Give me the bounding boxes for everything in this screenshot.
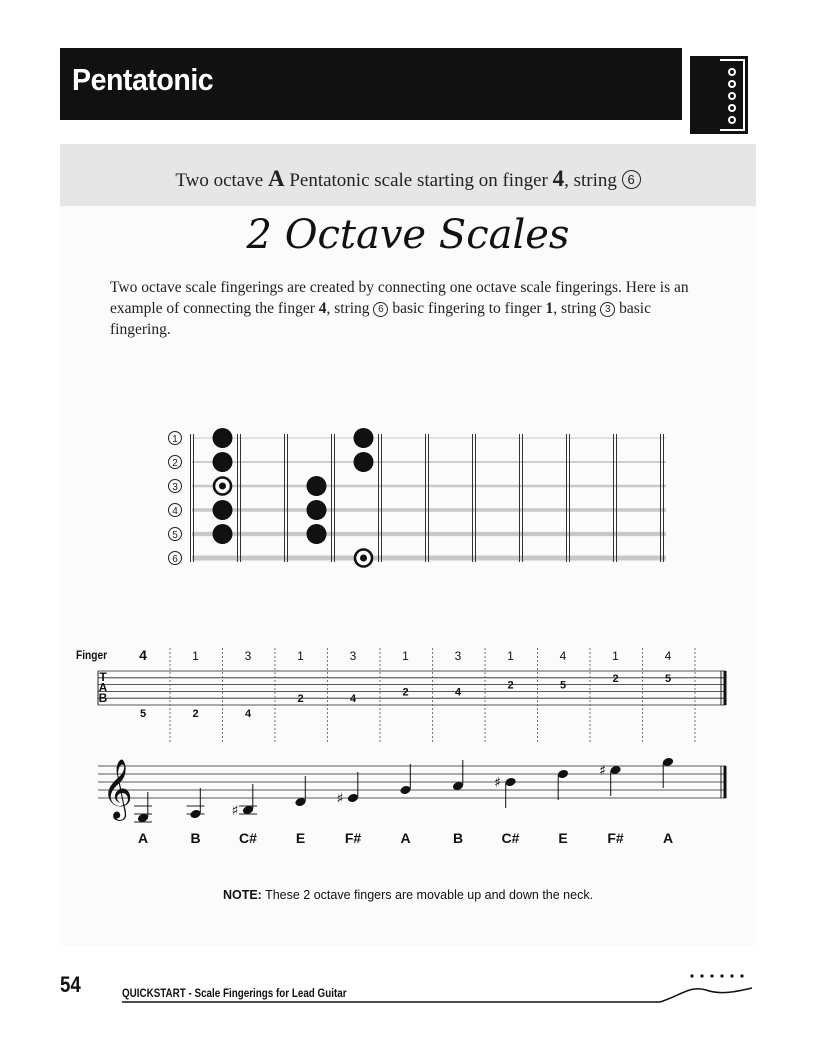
finger-number: 4: [139, 647, 147, 663]
scale-subtitle: Two octave A Pentatonic scale starting on finger 4, string 6: [60, 166, 756, 192]
movable-note: NOTE: These 2 octave fingers are movable up and down the neck.: [222, 888, 594, 902]
note-name-label: F#: [344, 830, 362, 846]
string-number-label: 4: [172, 506, 178, 517]
note-name-label: F#: [607, 830, 624, 846]
tab-clef-letter: B: [98, 691, 108, 705]
string-number-label: 3: [172, 482, 178, 493]
string-number-badge: 6: [373, 302, 388, 317]
sharp-icon: ♯: [599, 763, 606, 779]
finger-number: 1: [402, 649, 409, 663]
tab-fret-number: 2: [297, 693, 304, 706]
page-title: Pentatonic: [72, 62, 214, 97]
tab-fret-number: 4: [349, 693, 357, 706]
string-number-label: 2: [172, 458, 178, 469]
tab-clef-letter: A: [98, 680, 108, 695]
string-number-badge: 3: [600, 302, 615, 317]
sharp-icon: ♯: [336, 791, 344, 807]
note-name-label: B: [190, 830, 201, 846]
sharp-icon: ♯: [231, 803, 239, 819]
finger-number: 3: [454, 649, 462, 663]
note-name-label: C#: [501, 830, 520, 846]
finger-number: 4: [559, 649, 567, 663]
tab-fret-number: 2: [507, 679, 514, 692]
string-number-label: 6: [172, 554, 178, 565]
string-number-label: 1: [172, 434, 178, 445]
section-title: 2 Octave Scales: [246, 212, 570, 258]
tab-fret-number: 2: [402, 686, 409, 699]
treble-clef-icon: 𝄞: [102, 759, 133, 819]
note-name-label: C#: [239, 830, 257, 846]
note-name-label: B: [452, 830, 464, 846]
sharp-icon: ♯: [494, 775, 501, 791]
finger-number: 1: [507, 649, 514, 663]
finger-number: 3: [349, 649, 357, 663]
tab-clef-letter: T: [99, 670, 107, 684]
note-name-label: A: [400, 830, 411, 846]
tab-fret-number: 2: [612, 672, 619, 685]
tab-fret-number: 5: [559, 679, 567, 692]
tab-fret-number: 5: [664, 672, 672, 685]
note-name-label: A: [662, 830, 674, 846]
finger-row-label: Finger: [76, 649, 108, 663]
note-name-label: E: [295, 830, 306, 846]
finger-number: 1: [612, 649, 619, 663]
tab-fret-number: 5: [139, 708, 147, 720]
note-name-label: A: [137, 830, 149, 846]
tab-fret-number: 4: [454, 686, 462, 699]
note-name-label: E: [558, 830, 568, 846]
intro-paragraph: Two octave scale fingerings are created by connecting one octave scale fingerings. Here is an example of connecting the finger 4, string 6 basic fingering to finger 1, string 3 basic fingering.: [110, 279, 689, 338]
chapter-tab-icon: [690, 56, 748, 134]
tab-fret-number: 2: [192, 708, 199, 720]
footer-title: QUICKSTART - Scale Fingerings for Lead Guitar: [122, 986, 347, 1000]
page-number: 54: [60, 972, 81, 997]
finger-number: 4: [664, 649, 672, 663]
finger-number: 3: [244, 649, 252, 663]
finger-number: 1: [192, 649, 199, 663]
string-number-badge: 6: [622, 170, 641, 189]
tab-fret-number: 4: [244, 708, 252, 720]
string-number-label: 5: [172, 530, 178, 541]
finger-number: 1: [297, 649, 304, 663]
